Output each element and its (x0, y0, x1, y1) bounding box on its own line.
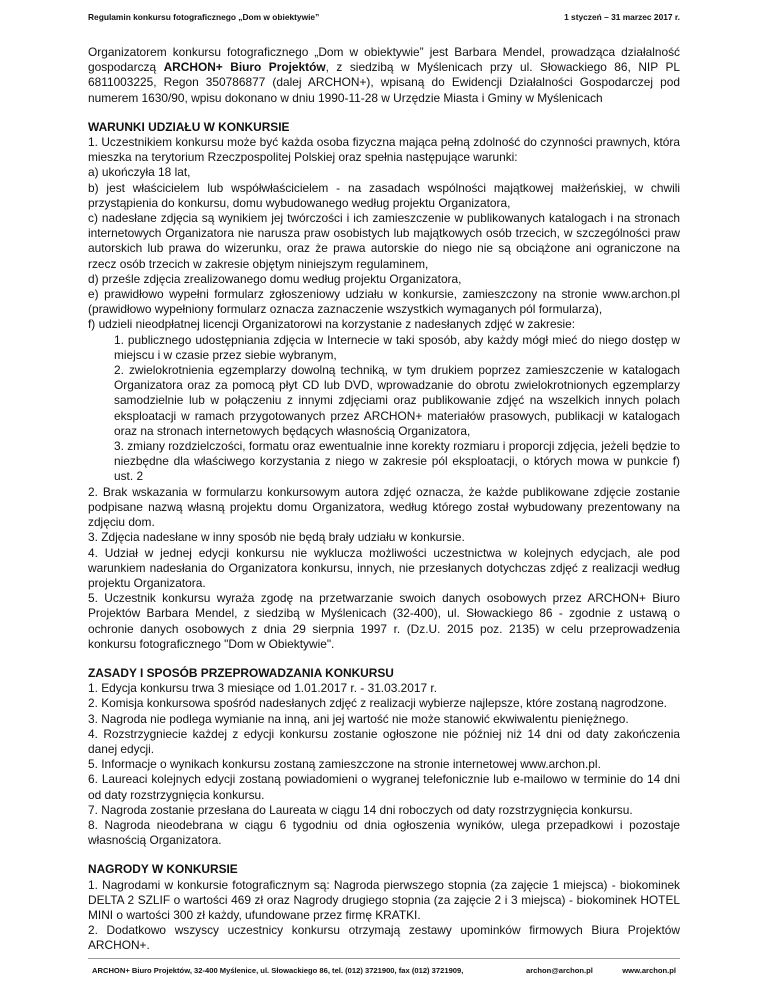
rules-item-1: 1. Edycja konkursu trwa 3 miesiące od 1.01.2017 r. - 31.03.2017 r. (88, 681, 437, 696)
rules-item-2: 2. Komisja konkursowa spośród nadesłanych zdjęć z realizacji wybierze najlepsze, które zostaną nagrodzone. (88, 696, 667, 711)
license-item-3: 3. zmiany rozdzielczości, formatu oraz ewentualnie inne korekty rozmiaru i proporcji zdjęcia, jeżeli będzie to niezbędne dla właściwego korzystania z niego w zakresie pól eksploatacji, o których mowa w punkcie f) ust. 2 (114, 439, 680, 484)
footer-email: archon@archon.pl (526, 966, 593, 975)
conditions-item-4: 4. Udział w jednej edycji konkursu nie wyklucza możliwości uczestnictwa w kolejnych edycjach, ale pod warunkiem nadesłania do Organizatora konkursu, innych, nie przesłanych dotychczas zdjęć z realizacji według projektu Organizatora. (88, 545, 680, 590)
condition-b: b) jest właścicielem lub współwłaścicielem - na zasadach wspólności majątkowej małżeńskiej, w chwili przystąpienia do konkursu, domu wybudowanego według projektu Organizatora, (88, 180, 680, 210)
prizes-item-2: 2. Dodatkowo wszyscy uczestnicy konkursu otrzymają zestawy upominków firmowych Biura Projektów ARCHON+. (88, 923, 680, 953)
prizes-item-1: 1. Nagrodami w konkursie fotograficznym są: Nagroda pierwszego stopnia (za zajęcie 1 miejsca) - biokominek DELTA 2 SZLIF o wartości 469 zł oraz Nagrody drugiego stopnia (za zajęcie 2 i 3 miejsca) - biokominek HOTEL MINI o wartości 300 zł każdy, ufundowane przez firmę KRATKI. (88, 877, 680, 922)
header-title: Regulamin konkursu fotograficznego „Dom w obiektywie” (88, 12, 320, 22)
rules-item-5: 5. Informacje o wynikach konkursu zostaną zamieszczone na stronie internetowej www.archon.pl. (88, 757, 601, 772)
page-header (88, 12, 680, 26)
conditions-item-5: 5. Uczestnik konkursu wyraża zgodę na przetwarzanie swoich danych osobowych przez ARCHON+ Biuro Projektów Barbara Mendel, z siedzibą w Myślenicach (32-400), ul. Słowackiego 86 - zgodnie z ustawą o ochronie danych osobowych z dnia 29 sierpnia 1997 r. (Dz.U. 2015 poz. 2135) w celu przeprowadzenia konkursu fotograficznego "Dom w Obiektywie". (88, 591, 680, 651)
rules-item-8: 8. Nagroda nieodebrana w ciągu 6 tygodniu od dnia ogłoszenia wyników, ulega przepadkowi i pozostaje własnością Organizatora. (88, 817, 680, 848)
section-heading-prizes: NAGRODY W KONKURSIE (88, 862, 238, 877)
condition-e: e) prawidłowo wypełni formularz zgłoszeniowy udziału w konkursie, zamieszczony na stronie www.archon.pl (prawidłowo wypełniony formularz oznacza zaznaczenie wszystkich wymaganych pól formularza), (88, 287, 680, 317)
condition-a: a) ukończyła 18 lat, (88, 165, 191, 180)
footer-website: www.archon.pl (622, 966, 676, 975)
intro-paragraph: Organizatorem konkursu fotograficznego „Dom w obiektywie” jest Barbara Mendel, prowadząca działalność gospodarczą ARCHON+ Biuro Projektów, z siedzibą w Myślenicach przy ul. Słowackiego 86, NIP PL 6811003225, Regon 350786877 (dalej ARCHON+), wpisaną do Ewidencji Działalności Gospodarczej pod numerem 1630/90, wpisu dokonano w dniu 1990-11-28 w Urzędzie Miasta i Gminy w Myślenicach (88, 45, 680, 105)
condition-f: f) udzieli nieodpłatnej licencji Organizatorowi na korzystanie z nadesłanych zdjęć w zakresie: (88, 317, 576, 332)
conditions-item-2: 2. Brak wskazania w formularzu konkursowym autora zdjęć oznacza, że każde publikowane zdjęcie zostanie podpisane nazwą własną projektu domu Organizatora, według którego został wybudowany prezentowany na zdjęciu dom. (88, 484, 680, 530)
license-item-2: 2. zwielokrotnienia egzemplarzy dowolną techniką, w tym drukiem poprzez zamieszczenie w katalogach Organizatora oraz za pomocą płyt CD lub DVD, wprowadzanie do obrotu zwielokrotnionych egzemplarzy samodzielnie lub w połączeniu z innymi zdjęciami oraz publikowanie zdjęć na wszelkich innych polach eksploatacji w ramach przygotowanych przez ARCHON+ materiałów prasowych, publikacji w katalogach oraz na stronach internetowych będących własnością Organizatora, (114, 363, 680, 438)
document-body (88, 45, 680, 954)
license-item-1: 1. publicznego udostępniania zdjęcia w Internecie w taki sposób, aby każdy mógł mieć do niego dostęp w miejscu i w czasie przez siebie wybranym, (114, 332, 680, 362)
condition-c: c) nadesłane zdjęcia są wynikiem jej twórczości i ich zamieszczenie w publikowanych katalogach i na stronach internetowych Organizatora nie narusza praw osobistych lub majątkowych osób trzecich, w szczególności praw autorskich lub prawa do wizerunku, oraz że prawa autorskie do niego nie są obciążone ani ograniczone na rzecz osób trzecich w zakresie objętym niniejszym regulaminem, (88, 211, 680, 271)
rules-item-3: 3. Nagroda nie podlega wymianie na inną, ani jej wartość nie może stanowić ekwiwalentu pieniężnego. (88, 711, 629, 726)
rules-item-4: 4. Rozstrzygniecie każdej z edycji konkursu zostanie ogłoszone nie później niż 14 dni od daty zakończenia danej edycji. (88, 726, 680, 756)
rules-item-7: 7. Nagroda zostanie przesłana do Laureata w ciągu 14 dni roboczych od daty rozstrzygnięcia konkursu. (88, 802, 633, 817)
header-date-range: 1 styczeń – 31 marzec 2017 r. (564, 12, 680, 22)
footer-address: ARCHON+ Biuro Projektów, 32-400 Myślenice, ul. Słowackiego 86, tel. (012) 3721900, fax (012) 3721909, (92, 966, 464, 975)
section-heading-conditions: WARUNKI UDZIAŁU W KONKURSIE (88, 119, 290, 134)
company-name: ARCHON+ Biuro Projektów (163, 60, 326, 75)
condition-d: d) prześle zdjęcia zrealizowanego domu według projektu Organizatora, (88, 271, 462, 286)
conditions-item-1: 1. Uczestnikiem konkursu może być każda osoba fizyczna mająca pełną zdolność do czynności prawnych, która mieszka na terytorium Rzeczpospolitej Polskiej oraz spełnia następujące warunki: (88, 135, 680, 165)
section-heading-rules: ZASADY I SPOSÓB PRZEPROWADZANIA KONKURSU (88, 665, 394, 680)
page-footer (88, 958, 680, 979)
conditions-item-3: 3. Zdjęcia nadesłane w inny sposób nie będą brały udziału w konkursie. (88, 530, 465, 545)
rules-item-6: 6. Laureaci kolejnych edycji zostaną powiadomieni o wygranej telefonicznie lub e-mailowo w terminie do 14 dni od daty rozstrzygnięcia konkursu. (88, 772, 680, 802)
